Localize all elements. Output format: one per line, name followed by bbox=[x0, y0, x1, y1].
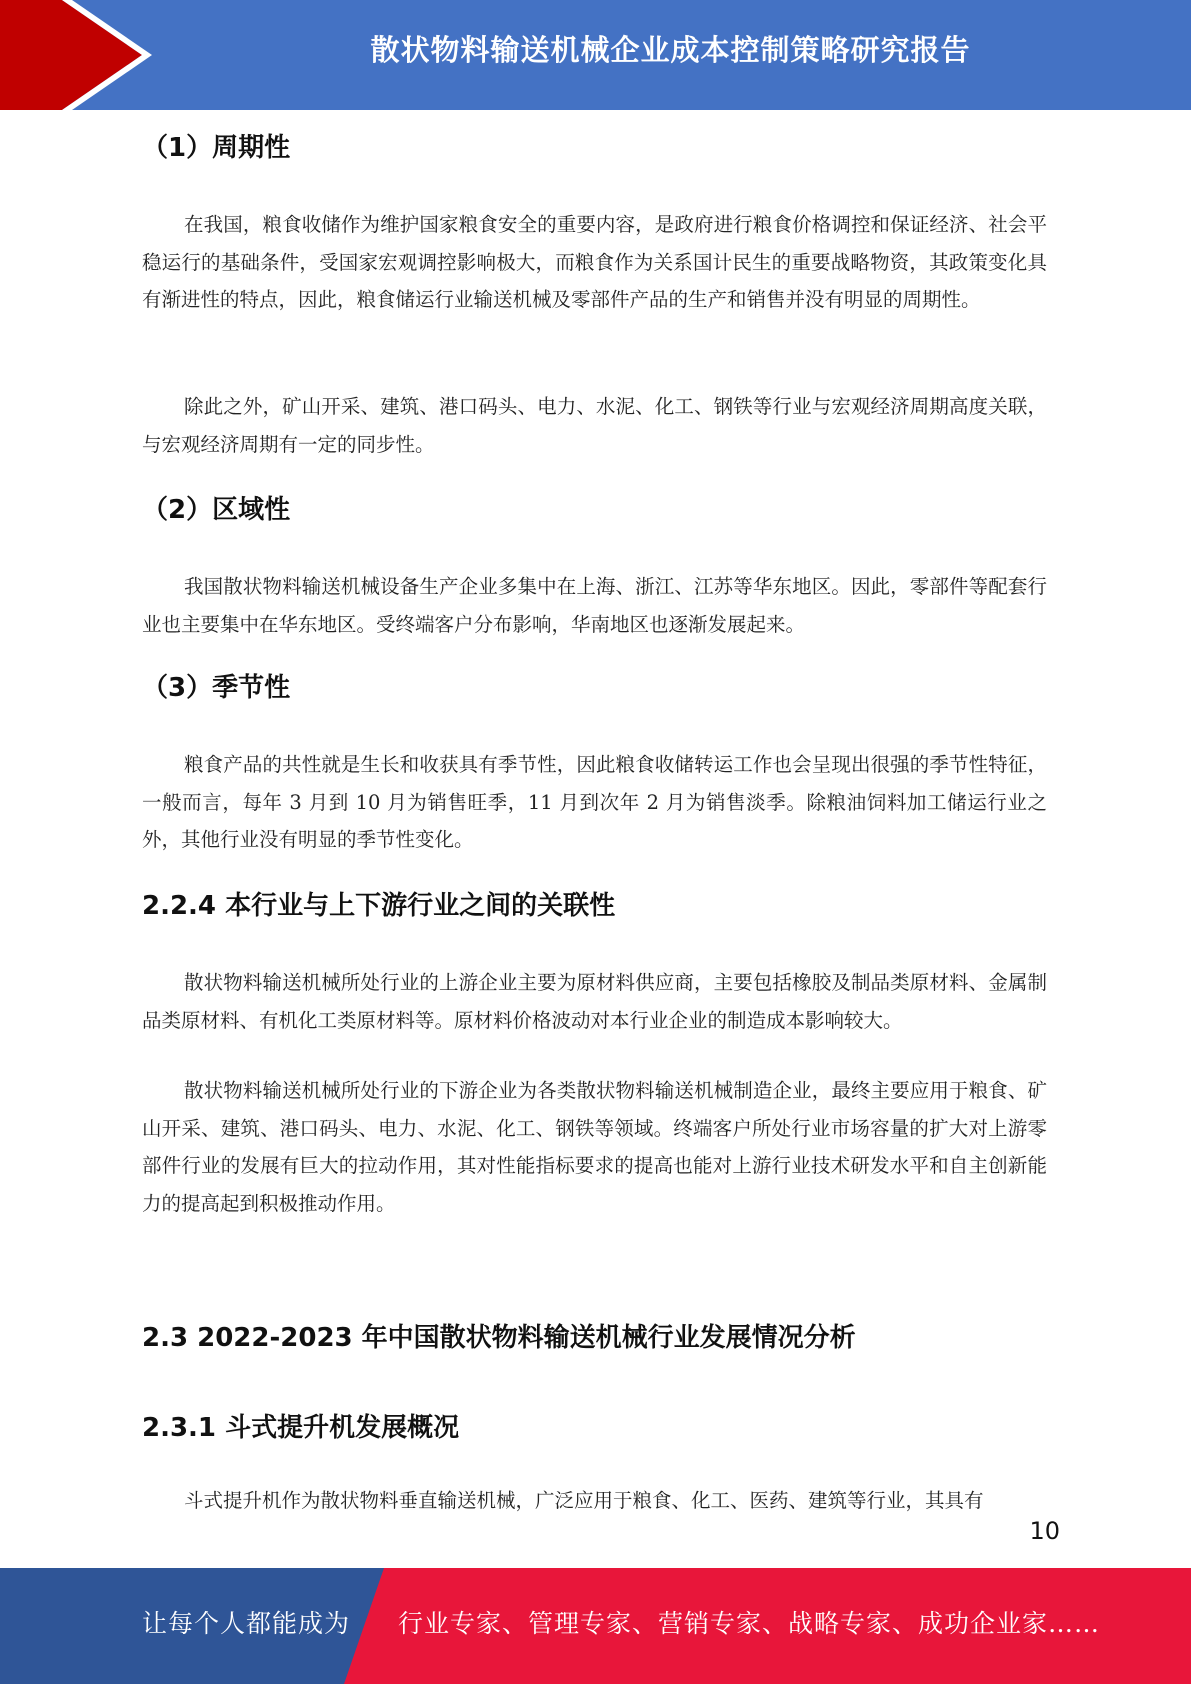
section-heading-2-3-1: 2.3.1 斗式提升机发展概况 bbox=[142, 1413, 460, 1443]
section-heading-2-2-4: 2.2.4 本行业与上下游行业之间的关联性 bbox=[142, 891, 616, 921]
page-number: 10 bbox=[1029, 1517, 1060, 1545]
heading-seasonality: （3）季节性 bbox=[142, 673, 291, 703]
footer-slogan-left: 让每个人都能成为 bbox=[142, 1609, 351, 1638]
page-footer bbox=[0, 1568, 1191, 1684]
paragraph: 我国散状物料输送机械设备生产企业多集中在上海、浙江、江苏等华东地区。因此，零部件等配套行业也主要集中在华东地区。受终端客户分布影响，华南地区也逐渐发展起来。 bbox=[142, 575, 1047, 636]
report-title: 散状物料输送机械企业成本控制策略研究报告 bbox=[370, 33, 971, 67]
paragraph: 散状物料输送机械所处行业的下游企业为各类散状物料输送机械制造企业，最终主要应用于粮食、矿山开采、建筑、港口码头、电力、水泥、化工、钢铁等领域。终端客户所处行业市场容量的扩大对上游零部件行业的发展有巨大的拉动作用，其对性能指标要求的提高也能对上游行业技术研发水平和自主创新能力的提高起到积极推动作用。 bbox=[142, 1079, 1047, 1215]
paragraph: 除此之外，矿山开采、建筑、港口码头、电力、水泥、化工、钢铁等行业与宏观经济周期高度关联，与宏观经济周期有一定的同步性。 bbox=[142, 395, 1047, 456]
paragraph: 在我国，粮食收储作为维护国家粮食安全的重要内容，是政府进行粮食价格调控和保证经济、社会平稳运行的基础条件，受国家宏观调控影响极大，而粮食作为关系国计民生的重要战略物资，其政策变化具有渐进性的特点，因此，粮食储运行业输送机械及零部件产品的生产和销售并没有明显的周期性。 bbox=[142, 213, 1047, 311]
paragraph: 散状物料输送机械所处行业的上游企业主要为原材料供应商，主要包括橡胶及制品类原材料、金属制品类原材料、有机化工类原材料等。原材料价格波动对本行业企业的制造成本影响较大。 bbox=[142, 971, 1047, 1032]
heading-regionality: （2）区域性 bbox=[142, 495, 291, 525]
heading-cyclicality: （1）周期性 bbox=[142, 133, 291, 163]
section-heading-2-3: 2.3 2022-2023 年中国散状物料输送机械行业发展情况分析 bbox=[142, 1323, 856, 1353]
header-arrow-decoration bbox=[0, 0, 160, 110]
page-header bbox=[0, 0, 1191, 110]
paragraph: 斗式提升机作为散状物料垂直输送机械，广泛应用于粮食、化工、医药、建筑等行业，其具有 bbox=[184, 1489, 984, 1512]
paragraph: 粮食产品的共性就是生长和收获具有季节性，因此粮食收储转运工作也会呈现出很强的季节性特征，一般而言，每年 3 月到 10 月为销售旺季，11 月到次年 2 月为销售淡季。除粮油饲料加工储运行业之外，其他行业没有明显的季节性变化。 bbox=[142, 753, 1047, 851]
footer-slogan-right: 行业专家、管理专家、营销专家、战略专家、成功企业家…… bbox=[398, 1609, 1101, 1638]
